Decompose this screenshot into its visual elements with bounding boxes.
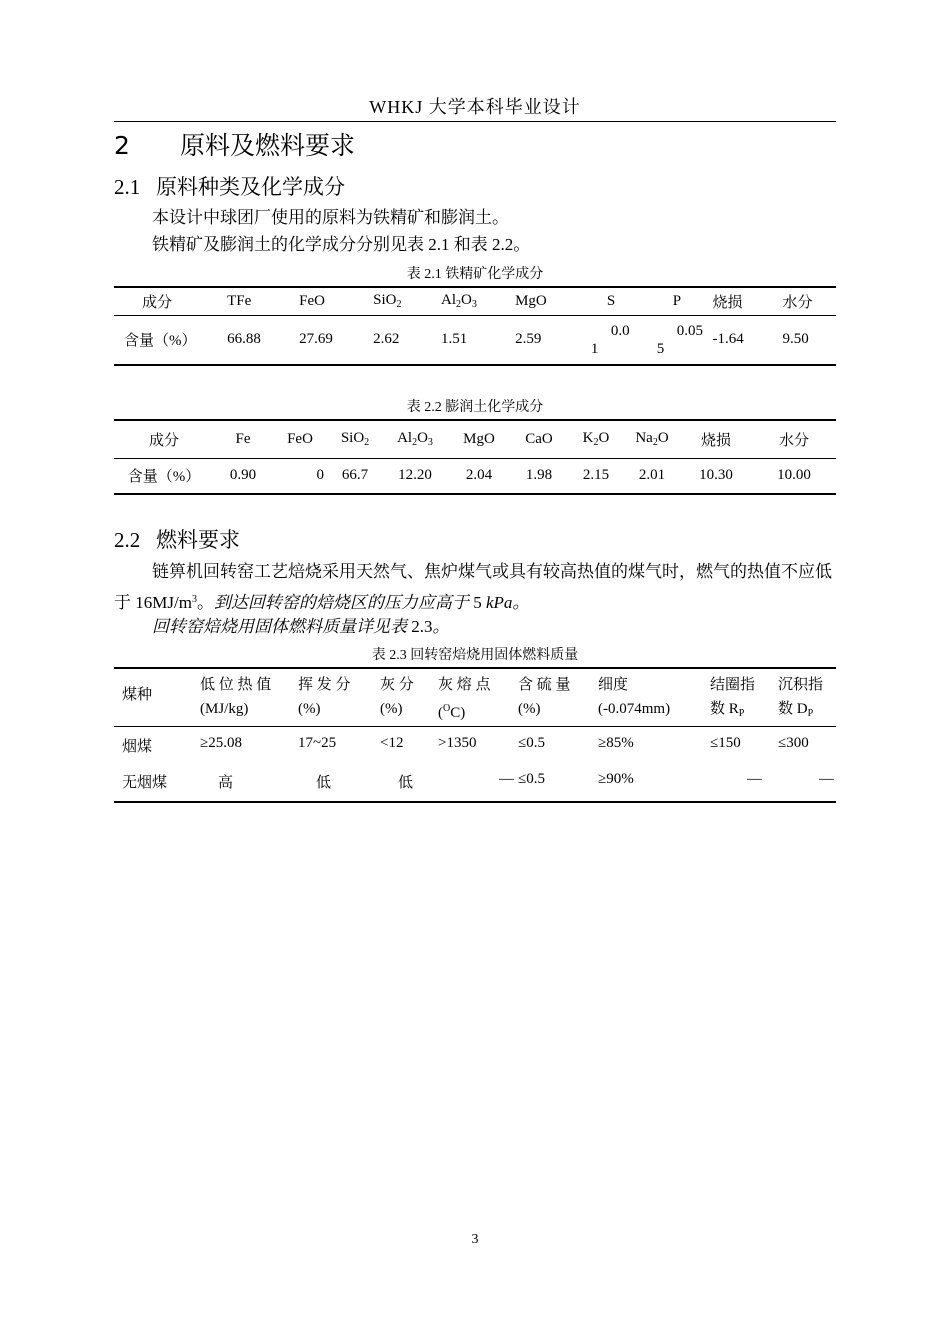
header-cell: S — [581, 287, 647, 315]
table-row — [114, 727, 836, 764]
header-cell: 成分 — [114, 420, 214, 458]
row-label: 无烟煤 — [122, 775, 168, 791]
header-cell: 灰 熔 点 ($^O$C) — [438, 668, 518, 727]
header-cell: MgO — [448, 420, 510, 458]
header-cell: SiO$_2$ — [328, 420, 382, 458]
header-cell: $Al_2O_3$ — [382, 420, 448, 458]
table-cell: — — [747, 771, 762, 787]
section-title: 原料种类及化学成分 — [156, 175, 345, 199]
table-cell: 2.04 — [465, 467, 493, 484]
header-cell: 结圈指 数 $R_P$ — [710, 668, 778, 727]
table-cell: 1.98 — [525, 467, 553, 484]
table-cell: ≥85% — [598, 735, 634, 751]
row-label: 含量（%） — [127, 469, 201, 486]
p-value-bottom: 5 — [656, 340, 665, 357]
chapter-heading — [114, 126, 355, 162]
table-cell: 2.62 — [373, 331, 400, 348]
table-row — [114, 315, 836, 365]
table-cell: ≤0.5 — [518, 771, 545, 787]
header-cell: P — [647, 287, 713, 315]
table-bentonite — [114, 419, 836, 495]
header-cell: $Na_2O$ — [624, 420, 680, 458]
section-title: 燃料要求 — [156, 528, 240, 552]
table-cell: 66.88 — [227, 331, 261, 348]
section-heading-2-1 — [114, 171, 345, 201]
header-cell: FeO — [299, 287, 373, 315]
table-cell: — — [819, 771, 834, 787]
table-cell: 低 — [316, 775, 332, 791]
header-cell: 沉积指 数 $D_P$ — [778, 668, 836, 727]
table-header-row — [114, 420, 836, 458]
table-cell: ≤150 — [710, 735, 741, 751]
table-cell: 1.51 — [441, 331, 468, 348]
header-cell: 成分 — [114, 287, 227, 315]
table-cell: 9.50 — [782, 331, 809, 348]
table-cell: <12 — [380, 735, 404, 751]
table-cell: ≤300 — [778, 735, 809, 751]
header-cell: MgO — [515, 287, 581, 315]
p-value-top: 0.05 — [676, 322, 703, 339]
table-cell: 17~25 — [298, 735, 337, 751]
table-cell: -1.64 — [712, 331, 744, 348]
table-cell: 2.59 — [515, 331, 542, 348]
header-cell: 烧损 — [713, 287, 783, 315]
table-row — [114, 458, 836, 494]
table-cell: 2.15 — [582, 467, 610, 484]
header-cell: 含 硫 量 (%) — [518, 668, 598, 727]
table-cell: 2.01 — [638, 467, 666, 484]
table-caption: 表 2.2 膨润土化学成分 — [406, 400, 544, 415]
table-solid-fuel — [114, 667, 836, 803]
table-cell — [647, 315, 713, 365]
table-iron-concentrate — [114, 286, 836, 366]
page-header: WHKJ 大学本科毕业设计 — [369, 97, 581, 117]
table-cell: ≥25.08 — [200, 735, 242, 751]
header-cell: Fe — [214, 420, 272, 458]
table-cell: 0.90 — [229, 467, 257, 484]
table-row — [114, 763, 836, 802]
header-cell: 水分 — [782, 287, 836, 315]
table-cell: >1350 — [438, 735, 477, 751]
header-cell: 水分 — [752, 420, 836, 458]
header-cell: SiO$_2$ — [373, 287, 441, 315]
table-caption: 表 2.3 回转窑焙烧用固体燃料质量 — [371, 648, 579, 663]
row-label: 烟煤 — [122, 739, 153, 755]
table-cell: 高 — [218, 775, 234, 791]
table-cell: 低 — [398, 775, 414, 791]
table-cell: — — [499, 771, 514, 787]
section-number: 2.2 — [114, 528, 141, 552]
header-cell: 煤种 — [114, 668, 200, 727]
table-cell: 12.20 — [398, 467, 432, 484]
header-rule — [114, 121, 836, 122]
table-header-row — [114, 668, 836, 727]
table-caption: 表 2.1 铁精矿化学成分 — [406, 267, 544, 282]
chapter-number: 2 — [114, 131, 130, 160]
header-cell: 细度 (-0.074mm) — [598, 668, 710, 727]
header-cell: FeO — [272, 420, 328, 458]
header-cell: 灰 分 (%) — [380, 668, 438, 727]
header-cell: 低 位 热 值 (MJ/kg) — [200, 668, 298, 727]
row-label: 含量（%） — [124, 333, 197, 350]
section-number: 2.1 — [114, 175, 141, 199]
table-cell — [581, 315, 647, 365]
table-cell: 10.30 — [699, 467, 733, 484]
header-cell: CaO — [510, 420, 568, 458]
table-cell: 10.00 — [777, 467, 811, 484]
paragraph-solid-fuel: 回转窑焙烧用固体燃料质量详见表 2.3。 — [152, 617, 450, 636]
page-number: 3 — [471, 1232, 479, 1247]
paragraph-fuel-gas: 链箅机回转窑工艺焙烧采用天然气、焦炉煤气或具有较高热值的煤气时，燃气的热值不应低于 $16MJ/m^3$。到达回转窑的焙烧区的压力应高于 5 kPa。 — [114, 562, 832, 612]
table-cell: 66.7 — [341, 467, 369, 484]
table-cell: ≤0.5 — [518, 735, 545, 751]
table-header-row — [114, 287, 836, 315]
table-cell: ≥90% — [598, 771, 634, 787]
chapter-title: 原料及燃料要求 — [180, 131, 356, 160]
paragraph: 铁精矿及膨润土的化学成分分别见表 2.1 和表 2.2。 — [152, 235, 531, 254]
table-cell: 27.69 — [299, 331, 333, 348]
s-value-top: 0.0 — [610, 322, 630, 339]
header-cell: 挥 发 分 (%) — [298, 668, 380, 727]
s-value-bottom: 1 — [590, 340, 599, 357]
header-cell: $Al_2O_3$ — [441, 287, 515, 315]
section-heading-2-2 — [114, 524, 240, 554]
table-cell: 0 — [316, 467, 324, 484]
header-cell: TFe — [227, 287, 299, 315]
header-cell: $K_2O$ — [568, 420, 624, 458]
header-cell: 烧损 — [680, 420, 752, 458]
paragraph: 本设计中球团厂使用的原料为铁精矿和膨润土。 — [152, 208, 509, 227]
